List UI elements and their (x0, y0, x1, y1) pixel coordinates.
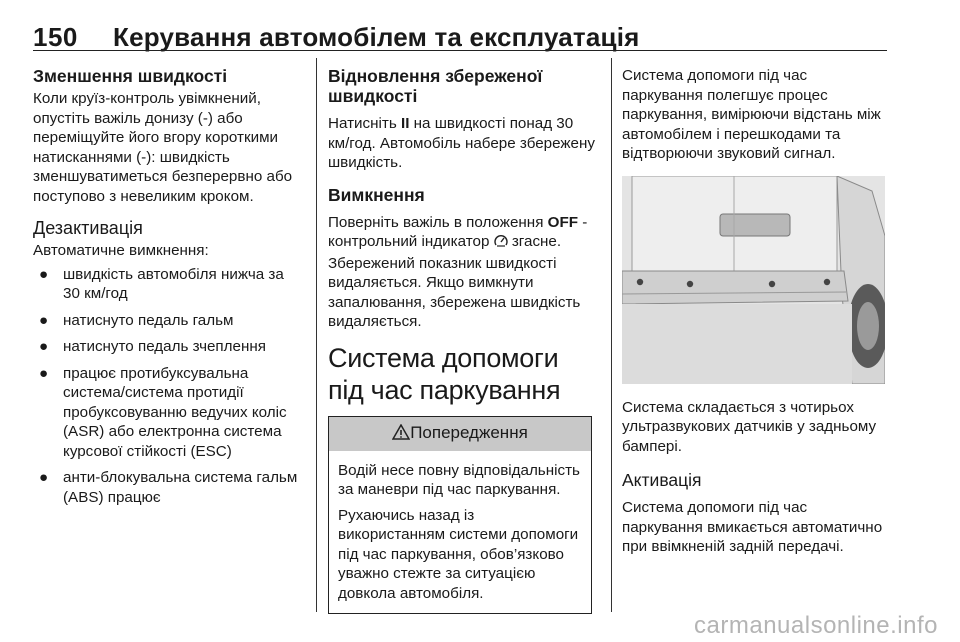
header-rule (33, 50, 887, 51)
auto-off-list (33, 265, 303, 508)
auto-off-intro: Автоматичне вимкнення: (33, 242, 209, 259)
speed-reduction-text: Коли круїз-контроль увімкнений, опустіть важіль донизу (-) або переміщуйте його вгору короткими натисканнями (-): швидкість зменшуватиметься безперервно або поступово з невеликим кроком. (33, 90, 293, 205)
list-item: ● натиснуто педаль гальм (39, 311, 234, 329)
list-item: ● анти-блокувальна система гальм (ABS) працює (39, 469, 298, 506)
column-2 (328, 66, 598, 614)
page-title: Керування автомобілем та експлуатація (113, 22, 640, 52)
column-1 (33, 66, 303, 514)
warning-header (329, 417, 591, 451)
column-3 (622, 66, 887, 565)
section-title-resume-speed: Відновлення збереженої швидкості (328, 66, 543, 106)
rear-bumper-sensors-photo (622, 176, 885, 384)
parking-sensors-text: Система складається з чотирьох ультразвукових датчиків у задньому бампері. (622, 398, 877, 455)
warning-text: Рухаючись назад із використанням системи допомоги під час паркування, обов’язково уважно стежте за ситуацією довкола автомобіля. (338, 506, 579, 602)
page-number: 150 (33, 22, 78, 52)
section-title-off: Вимкнення (328, 184, 425, 205)
section-title-deactivation: Дезактивація (33, 218, 143, 238)
pause-bars-icon: II (400, 115, 410, 132)
column-divider (611, 58, 612, 612)
parking-assist-intro: Система допомоги під час паркування полегшує процес паркування, вимірюючи відстань між автомобілем і перешкодами та відтворюючи звуковий сигнал. (622, 67, 881, 162)
section-title-speed-reduction: Зменшення швидкості (33, 66, 228, 86)
section-title-activation: Активація (622, 470, 702, 490)
warning-body (329, 451, 591, 614)
warning-box (328, 416, 592, 615)
warning-triangle-icon (392, 424, 410, 446)
list-item: ● швидкість автомобіля нижча за 30 км/год (39, 265, 284, 302)
off-text: Поверніть важіль в положення OFF - контрольний індикатор згасне. Збережений показник швидкості видаляється. Якщо вимкнути запалювання, збережена швидкість видаляється. (328, 213, 588, 330)
cruise-control-indicator-icon (494, 234, 508, 254)
activation-text: Система допомоги під час паркування вмикається автоматично при ввімкненій задній передачі. (622, 499, 883, 555)
warning-text: Водій несе повну відповідальність за маневри під час паркування. (338, 461, 580, 498)
list-item: ● натиснуто педаль зчеплення (39, 338, 266, 355)
watermark: carmanualsonline.info (694, 612, 938, 639)
resume-speed-text: Натисніть II на швидкості понад 30 км/год. Автомобіль набере збережену швидкість. (328, 115, 595, 171)
section-title-parking-assist: Система допомоги під час паркування (328, 342, 561, 405)
warning-label: Попередження (410, 422, 528, 442)
list-item: ● працює протибуксувальна система/система протидії пробуксовуванню ведучих коліс (ASR) або електронна система курсової стійкості (ESC) (39, 364, 287, 460)
column-divider (316, 58, 317, 612)
